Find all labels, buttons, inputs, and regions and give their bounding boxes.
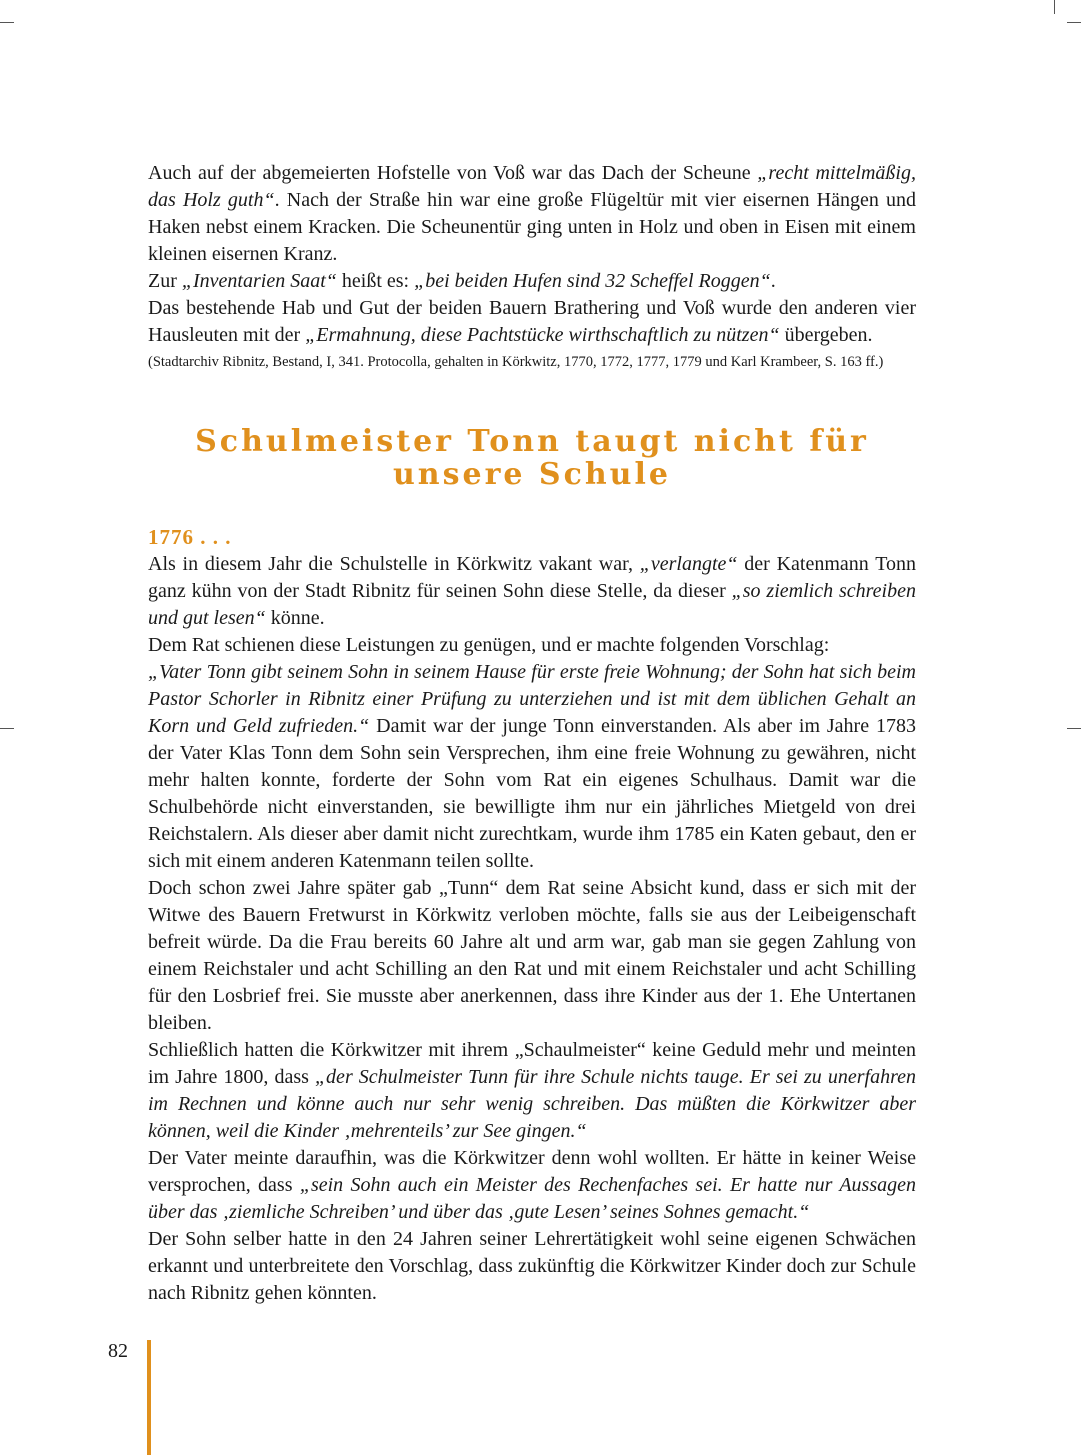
page-number: 82 <box>108 1340 128 1362</box>
text: . <box>770 270 776 292</box>
heading-line: unsere Schule <box>393 457 671 492</box>
body-paragraph <box>148 1145 916 1226</box>
intro-paragraph <box>148 295 916 349</box>
quote: „der Schulmeister Tunn für ihre Schule nichts tauge. Er sei zu unerfahren im Rechnen und könne auch nur sehr wenig schreiben. Das müßten die Körkwitzer aber können, weil die Kinder ‚mehrenteils’ zur See gingen.“ <box>148 1066 916 1142</box>
quote: „verlangte“ <box>639 553 738 575</box>
text: der Katenmann Tonn ganz kühn von der Stadt Ribnitz für seinen Sohn diese Stelle, da dieser <box>148 553 917 602</box>
quote: „so ziemlich schreiben und gut lesen“ <box>148 580 916 629</box>
text: heißt es: <box>336 270 415 292</box>
crop-mark <box>1067 728 1081 729</box>
body-paragraph <box>148 659 916 875</box>
quote: „Ermahnung, diese Pachtstücke wirthschaftlich zu nützen“ <box>305 324 780 346</box>
text: übergeben. <box>779 324 873 346</box>
crop-mark <box>1054 0 1055 14</box>
source-citation: (Stadtarchiv Ribnitz, Bestand, I, 341. Protocolla, gehalten in Körkwitz, 1770, 1772, 1777, 1779 und Karl Krambeer, S. 163 ff.) <box>148 354 884 370</box>
text: Zur <box>148 270 182 292</box>
intro-paragraph <box>148 160 916 268</box>
page-content <box>148 160 916 1307</box>
body-paragraph <box>148 551 916 632</box>
body-paragraph: Dem Rat schienen diese Leistungen zu genügen, und er machte folgenden Vorschlag: <box>148 634 830 656</box>
text: könne. <box>265 607 325 629</box>
intro-paragraph <box>148 268 916 295</box>
quote: „Vater Tonn gibt seinem Sohn in seinem Hause für erste freie Wohnung; der Sohn hat sich beim Pastor Schorler in Ribnitz einer Prüfung zu unterziehen und ist mit dem üblichen Gehalt an Korn und Geld zufrieden.“ <box>148 661 916 737</box>
text: Schließlich hatten die Körkwitzer mit ihrem „Schaulmeister“ keine Geduld mehr und meinten im Jahre 1800, dass <box>148 1039 916 1088</box>
crop-mark <box>0 728 14 729</box>
year-label: 1776 . . . <box>148 525 232 549</box>
heading-line: Schulmeister Tonn taugt nicht für <box>195 424 869 459</box>
quote: „sein Sohn auch ein Meister des Rechenfaches sei. Er hatte nur Aussagen über das ‚ziemliche Schreiben’ und über das ‚gute Lesen’ seines Sohnes gemacht.“ <box>148 1174 916 1223</box>
crop-mark <box>0 22 14 23</box>
body-paragraph: Der Sohn selber hatte in den 24 Jahren seiner Lehrertätigkeit wohl seine eigenen Schwächen erkannt und unterbreitete den Vorschlag, dass zukünftig die Körkwitzer Kinder doch zur Schule nach Ribnitz gehen könnten. <box>148 1228 916 1304</box>
text: . Nach der Straße hin war eine große Flügeltür mit vier eisernen Hängen und Haken nebst einem Kracken. Die Scheunentür ging unten in Holz und oben in Eisen mit einem kleinen eisernen Kranz. <box>148 189 917 265</box>
crop-mark <box>1067 22 1081 23</box>
section-heading <box>148 425 916 491</box>
quote: „bei beiden Hufen sind 32 Scheffel Roggen“ <box>414 270 771 292</box>
text: Auch auf der abgemeierten Hofstelle von Voß war das Dach der Scheune <box>148 162 758 184</box>
page-accent-bar <box>147 1340 151 1455</box>
text: Das bestehende Hab und Gut der beiden Bauern Brathering und Voß wurde den anderen vier Hausleuten mit der <box>148 297 916 346</box>
quote: „Inventarien Saat“ <box>181 270 337 292</box>
body-paragraph: Doch schon zwei Jahre später gab „Tunn“ dem Rat seine Absicht kund, dass er sich mit der Witwe des Bauern Fretwurst in Körkwitz verloben möchte, falls sie aus der Leibeigenschaft befreit würde. Da die Frau bereits 60 Jahre alt und arm war, gab man sie gegen Zahlung von einem Reichstaler und acht Schilling an den Rat und mit einem Reichstaler und acht Schilling für den Losbrief frei. Sie musste aber anerkennen, dass ihre Kinder aus der 1. Ehe Untertanen bleiben. <box>148 877 916 1034</box>
body-paragraph <box>148 1037 916 1145</box>
text: Als in diesem Jahr die Schulstelle in Körkwitz vakant war, <box>148 553 640 575</box>
quote: „recht mittelmäßig, das Holz guth“ <box>148 162 916 211</box>
text: Der Vater meinte daraufhin, was die Körkwitzer denn wohl wollten. Er hätte in keiner Weise versprochen, dass <box>148 1147 916 1196</box>
text: Damit war der junge Tonn einverstanden. Als aber im Jahre 1783 der Vater Klas Tonn dem Sohn sein Versprechen, ihm eine freie Wohnung zu gewähren, nicht mehr halten konnte, forderte der Sohn vom Rat ein eigenes Schulhaus. Damit war die Schulbehörde nicht einverstanden, sie bewilligte ihm nur ein jährliches Mietgeld von drei Reichstalern. Als dieser aber damit nicht zurechtkam, wurde ihm 1785 ein Katen gebaut, den er sich mit einem anderen Katenmann teilen sollte. <box>148 715 916 872</box>
